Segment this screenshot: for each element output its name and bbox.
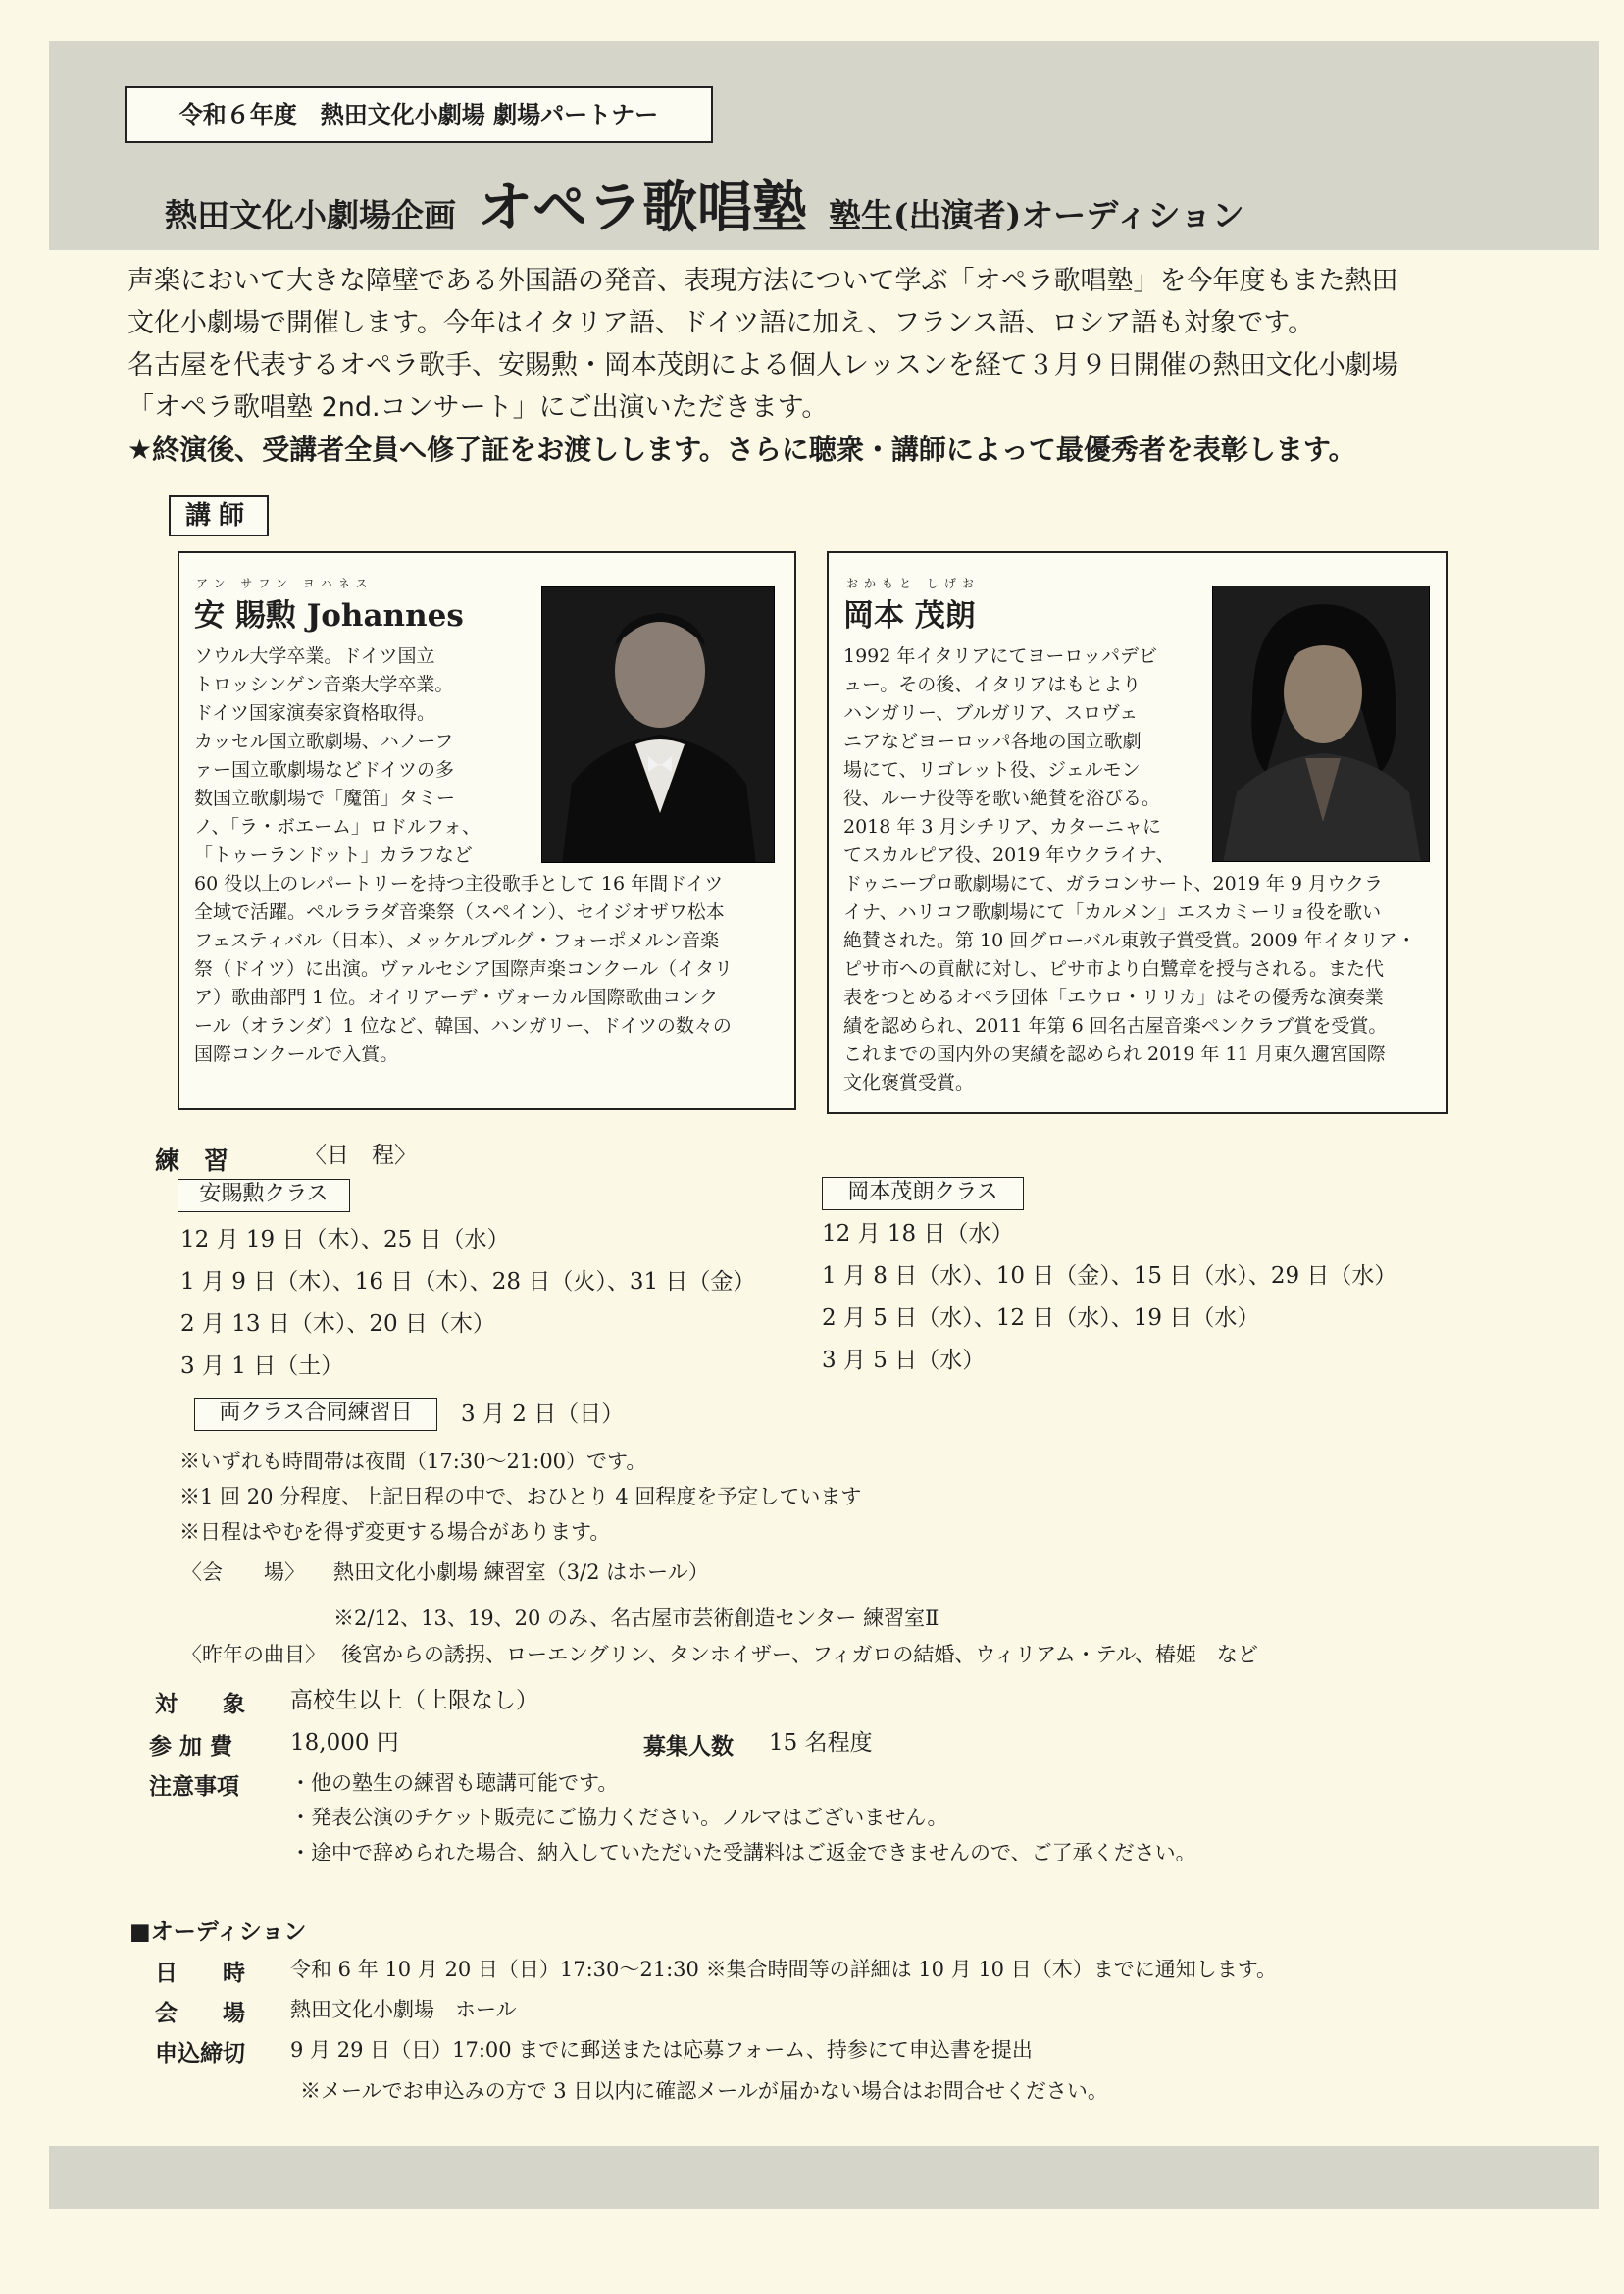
- capacity-label: 募集人数: [643, 1733, 734, 1759]
- lecturer-ruby: アン サフン ヨハネス: [196, 577, 374, 590]
- practice-sub-label: 〈日 程〉: [304, 1143, 417, 1168]
- audition-venue-label: 会 場: [155, 2000, 245, 2026]
- class-label-okamoto: 岡本茂朗クラス: [822, 1177, 1024, 1210]
- title-main: オペラ歌唱塾: [478, 177, 807, 240]
- bio-line: フェスティバル（日本）、メッケルブルグ・フォーポメルン音楽: [194, 930, 720, 951]
- bio-line: 1992 年イタリアにてヨーロッパデビ: [843, 645, 1158, 667]
- bio-line: 祭（ドイツ）に出演。ヴァルセシア国際声楽コンクール（イタリ: [194, 958, 734, 980]
- bio-line: 役、ルーナ役等を歌い絶賛を浴びる。: [843, 788, 1161, 809]
- lecturer-ruby: おかもと しげお: [846, 577, 980, 590]
- audition-venue: 熱田文化小劇場 ホール: [290, 1998, 517, 2021]
- class-date-line: 3 月 1 日（土）: [180, 1353, 344, 1379]
- deadline-value: 9 月 29 日（日）17:00 までに郵送または応募フォーム、持参にて申込書を提出: [290, 2038, 1033, 2062]
- class-date-line: 12 月 19 日（木）、25 日（水）: [180, 1227, 510, 1252]
- venue-label: 〈会 場〉: [181, 1560, 305, 1584]
- bio-line: てスカルピア役、2019 年ウクライナ、: [843, 844, 1175, 866]
- bio-line: 数国立歌劇場で「魔笛」タミー: [194, 788, 456, 809]
- bio-line: ァー国立歌劇場などドイツの多: [194, 759, 455, 781]
- bio-line: 績を認められ、2011 年第 6 回名古屋音楽ペンクラブ賞を受賞。: [843, 1015, 1388, 1037]
- bio-line: 60 役以上のレパートリーを持つ主役歌手として 16 年間ドイツ: [194, 873, 724, 894]
- bio-line: ール（オランダ）1 位など、韓国、ハンガリー、ドイツの数々の: [194, 1015, 732, 1037]
- bio-line: ソウル大学卒業。ドイツ国立: [194, 645, 435, 667]
- deadline-label: 申込締切: [155, 2040, 245, 2066]
- mail-note: ※メールでお申込みの方で 3 日以内に確認メールが届かない場合はお問合せください。: [300, 2079, 1108, 2103]
- bio-line: 場にて、リゴレット役、ジェルモン: [843, 759, 1141, 781]
- bio-line: 「トゥーランドット」カラフなど: [194, 844, 473, 866]
- audition-heading: ■オーディション: [129, 1918, 307, 1945]
- schedule-note: ※1 回 20 分程度、上記日程の中で、おひとり 4 回程度を予定しています: [179, 1485, 862, 1508]
- bio-line: カッセル国立歌劇場、ハノーフ: [194, 731, 454, 752]
- bio-line: 国際コンクールで入賞。: [194, 1044, 399, 1065]
- venue-value: 熱田文化小劇場 練習室（3/2 はホール）: [333, 1560, 709, 1584]
- venue-note: ※2/12、13、19、20 のみ、名古屋市芸術創造センター 練習室Ⅱ: [333, 1606, 939, 1630]
- bio-line: ノ、「ラ・ボエーム」ロドルフォ、: [194, 816, 482, 838]
- bio-line: ア）歌曲部門 1 位。オイリアーデ・ヴォーカル国際歌曲コンク: [194, 987, 719, 1008]
- bio-line: ュー。その後、イタリアはもとより: [843, 674, 1142, 695]
- class-date-line: 3 月 5 日（水）: [822, 1348, 986, 1373]
- bio-line: 全域で活躍。ペルララダ音楽祭（スペイン）、セイジオザワ松本: [194, 901, 725, 923]
- schedule-note: ※いずれも時間帯は夜間（17:30〜21:00）です。: [179, 1450, 647, 1473]
- bio-line: これまでの国内外の実績を認められ 2019 年 11 月東久邇宮国際: [843, 1044, 1386, 1065]
- target-value: 高校生以上（上限なし）: [290, 1688, 538, 1713]
- class-date-line: 1 月 9 日（木）、16 日（木）、28 日（火）、31 日（金）: [180, 1269, 756, 1295]
- notes-label: 注意事項: [149, 1773, 239, 1800]
- bio-line: イナ、ハリコフ歌劇場にて「カルメン」エスカミーリョ役を歌い: [843, 901, 1382, 923]
- practice-label: 練 習: [155, 1147, 229, 1175]
- joint-practice-date: 3 月 2 日（日）: [461, 1402, 625, 1427]
- lecturer-bio-okamoto: [843, 642, 1416, 1097]
- joint-practice-label: 両クラス合同練習日: [194, 1398, 437, 1431]
- songs-value: 後宮からの誘拐、ローエングリン、タンホイザー、フィガロの結婚、ウィリアム・テル、椿姫 など: [341, 1643, 1258, 1666]
- intro-line: 文化小劇場で開催します。今年はイタリア語、ドイツ語に加え、フランス語、ロシア語も対象です。: [127, 308, 1315, 338]
- page-title: [165, 165, 1538, 243]
- class-date-line: 1 月 8 日（水）、10 日（金）、15 日（水）、29 日（水）: [822, 1263, 1397, 1289]
- bio-line: トロッシンゲン音楽大学卒業。: [194, 674, 454, 695]
- bio-line: ハンガリー、ブルガリア、スロヴェ: [843, 702, 1139, 724]
- footer-band: [49, 2146, 1599, 2209]
- audition-date: 令和 6 年 10 月 20 日（日）17:30〜21:30 ※集合時間等の詳細は 10 月 10 日（木）までに通知します。: [290, 1958, 1278, 1981]
- title-prefix: 熱田文化小劇場企画: [165, 196, 456, 234]
- audition-date-label: 日 時: [155, 1960, 245, 1986]
- schedule-note: ※日程はやむを得ず変更する場合があります。: [179, 1520, 611, 1544]
- bio-line: ドイツ国家演奏家資格取得。: [194, 702, 436, 724]
- bio-line: 2018 年 3 月シチリア、カターニャに: [843, 816, 1162, 838]
- target-label: 対 象: [155, 1691, 245, 1717]
- class-date-line: 2 月 5 日（水）、12 日（水）、19 日（水）: [822, 1305, 1260, 1331]
- lecturer-label: 講師: [169, 495, 269, 536]
- bio-line: 文化褒賞受賞。: [843, 1072, 975, 1094]
- intro-line: 名古屋を代表するオペラ歌手、安賜勲・岡本茂朗による個人レッスンを経て３月９日開催の熱田文化小劇場: [127, 350, 1398, 381]
- class-date-line: 12 月 18 日（水）: [822, 1221, 1014, 1247]
- songs-label: 〈昨年の曲目〉: [181, 1643, 326, 1666]
- capacity-value: 15 名程度: [769, 1730, 873, 1756]
- bio-line: ニアなどヨーロッパ各地の国立歌劇: [843, 731, 1142, 752]
- class-label-ahn: 安賜勲クラス: [178, 1179, 350, 1212]
- intro-highlight: ★終演後、受講者全員へ修了証をお渡しします。さらに聴衆・講師によって最優秀者を表彰します。: [127, 433, 1356, 466]
- bio-line: 表をつとめるオペラ団体「エウロ・リリカ」はその優秀な演奏業: [843, 987, 1384, 1008]
- notice-line: ・他の塾生の練習も聴講可能です。: [290, 1771, 619, 1795]
- class-date-line: 2 月 13 日（木）、20 日（木）: [180, 1311, 495, 1337]
- lecturer-name: 岡本 茂朗: [843, 598, 976, 634]
- intro-line: 声楽において大きな障壁である外国語の発音、表現方法について学ぶ「オペラ歌唱塾」を今年度もまた熱田: [127, 266, 1398, 296]
- bio-line: ドゥニープロ歌劇場にて、ガラコンサート、2019 年 9 月ウクラ: [843, 873, 1384, 894]
- lecturer-bio-ahn: [194, 642, 733, 1069]
- notice-line: ・発表公演のチケット販売にご協力ください。ノルマはございません。: [290, 1806, 948, 1829]
- notice-line: ・途中で辞められた場合、納入していただいた受講料はご返金できませんので、ご了承ください。: [290, 1841, 1196, 1864]
- title-suffix: 塾生(出演者)オーディション: [829, 196, 1244, 234]
- lecturer-name: 安 賜勲 Johannes: [194, 598, 464, 634]
- partner-label: 令和６年度 熱田文化小劇場 劇場パートナー: [125, 86, 713, 143]
- bio-line: 絶賛された。第 10 回グローバル東敦子賞受賞。2009 年イタリア・: [843, 930, 1416, 951]
- bio-line: ピサ市への貢献に対し、ピサ市より白鷺章を授与される。また代: [843, 958, 1385, 980]
- fee-label: 参 加 費: [149, 1733, 233, 1759]
- fee-value: 18,000 円: [290, 1730, 399, 1756]
- intro-line: 「オペラ歌唱塾 2nd.コンサート」にご出演いただきます。: [127, 392, 829, 423]
